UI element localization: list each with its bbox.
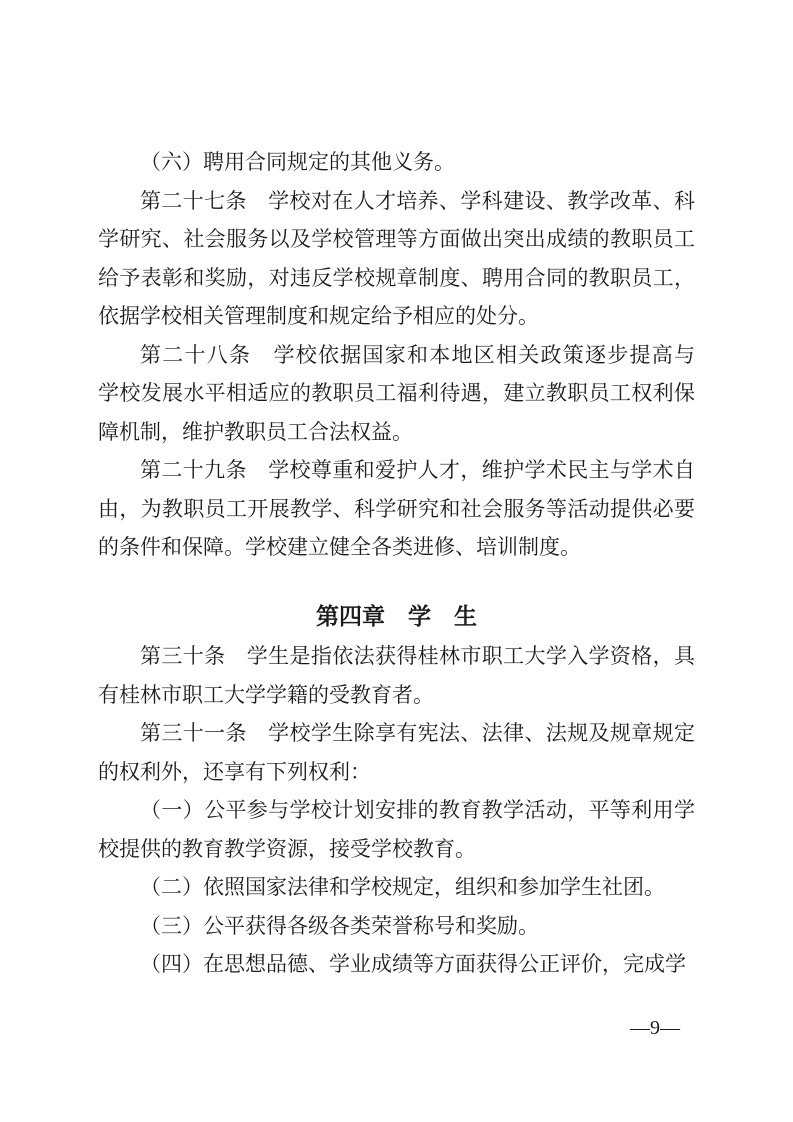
- text-line: 的条件和保障。学校建立健全各类进修、培训制度。: [98, 535, 581, 559]
- text-line: 第二十八条 学校依据国家和本地区相关政策逐步提高与: [140, 342, 695, 367]
- text-line: 障机制，维护教职员工合法权益。: [98, 419, 413, 444]
- text-line: 由，为教职员工开展教学、科学研究和社会服务等活动提供必要: [98, 496, 695, 521]
- text-line: 学校发展水平相适应的教职员工福利待遇，建立教职员工权利保: [98, 381, 695, 405]
- paragraph: [98, 182, 695, 336]
- text-line: （二）依照国家法律和学校规定，组织和参加学生社团。: [140, 875, 665, 899]
- text-line: 第二十九条 学校尊重和爱护人才，维护学术民主与学术自: [140, 458, 695, 482]
- text-line: 给予表彰和奖励，对违反学校规章制度、聘用合同的教职员工，: [98, 265, 695, 290]
- page-number: —9—: [630, 1017, 680, 1039]
- chapter-heading-text: 第四章 学 生: [316, 602, 477, 629]
- text-line: （一）公平参与学校计划安排的教育教学活动，平等利用学: [140, 798, 695, 822]
- document-body: [98, 143, 695, 984]
- text-line: （六）聘用合同规定的其他义务。: [140, 150, 455, 174]
- text-line: （三）公平获得各级各类荣誉称号和奖励。: [140, 913, 539, 938]
- paragraph: [98, 714, 695, 791]
- paragraph: [98, 451, 695, 567]
- paragraph: [98, 907, 695, 946]
- paragraph: [98, 791, 695, 868]
- paragraph: [98, 945, 695, 984]
- text-line: 第二十七条 学校对在人才培养、学科建设、教学改革、科: [140, 188, 695, 213]
- text-line: 学研究、社会服务以及学校管理等方面做出突出成绩的教职员工: [98, 227, 695, 251]
- text-line: 第三十一条 学校学生除享有宪法、法律、法规及规章规定: [140, 721, 695, 745]
- text-line: （四）在思想品德、学业成绩等方面获得公正评价，完成学: [140, 952, 686, 976]
- paragraph: [98, 336, 695, 452]
- text-line: 校提供的教育教学资源，接受学校教育。: [98, 836, 476, 861]
- text-line: 依据学校相关管理制度和规定给予相应的处分。: [98, 304, 539, 328]
- paragraph: [98, 143, 695, 182]
- chapter-heading: [98, 597, 695, 636]
- text-line: 第三十条 学生是指依法获得桂林市职工大学入学资格，具: [140, 644, 695, 668]
- text-line: 的权利外，还享有下列权利：: [98, 759, 371, 784]
- paragraph: [98, 637, 695, 714]
- paragraph: [98, 868, 695, 907]
- text-line: 有桂林市职工大学学籍的受教育者。: [98, 682, 434, 707]
